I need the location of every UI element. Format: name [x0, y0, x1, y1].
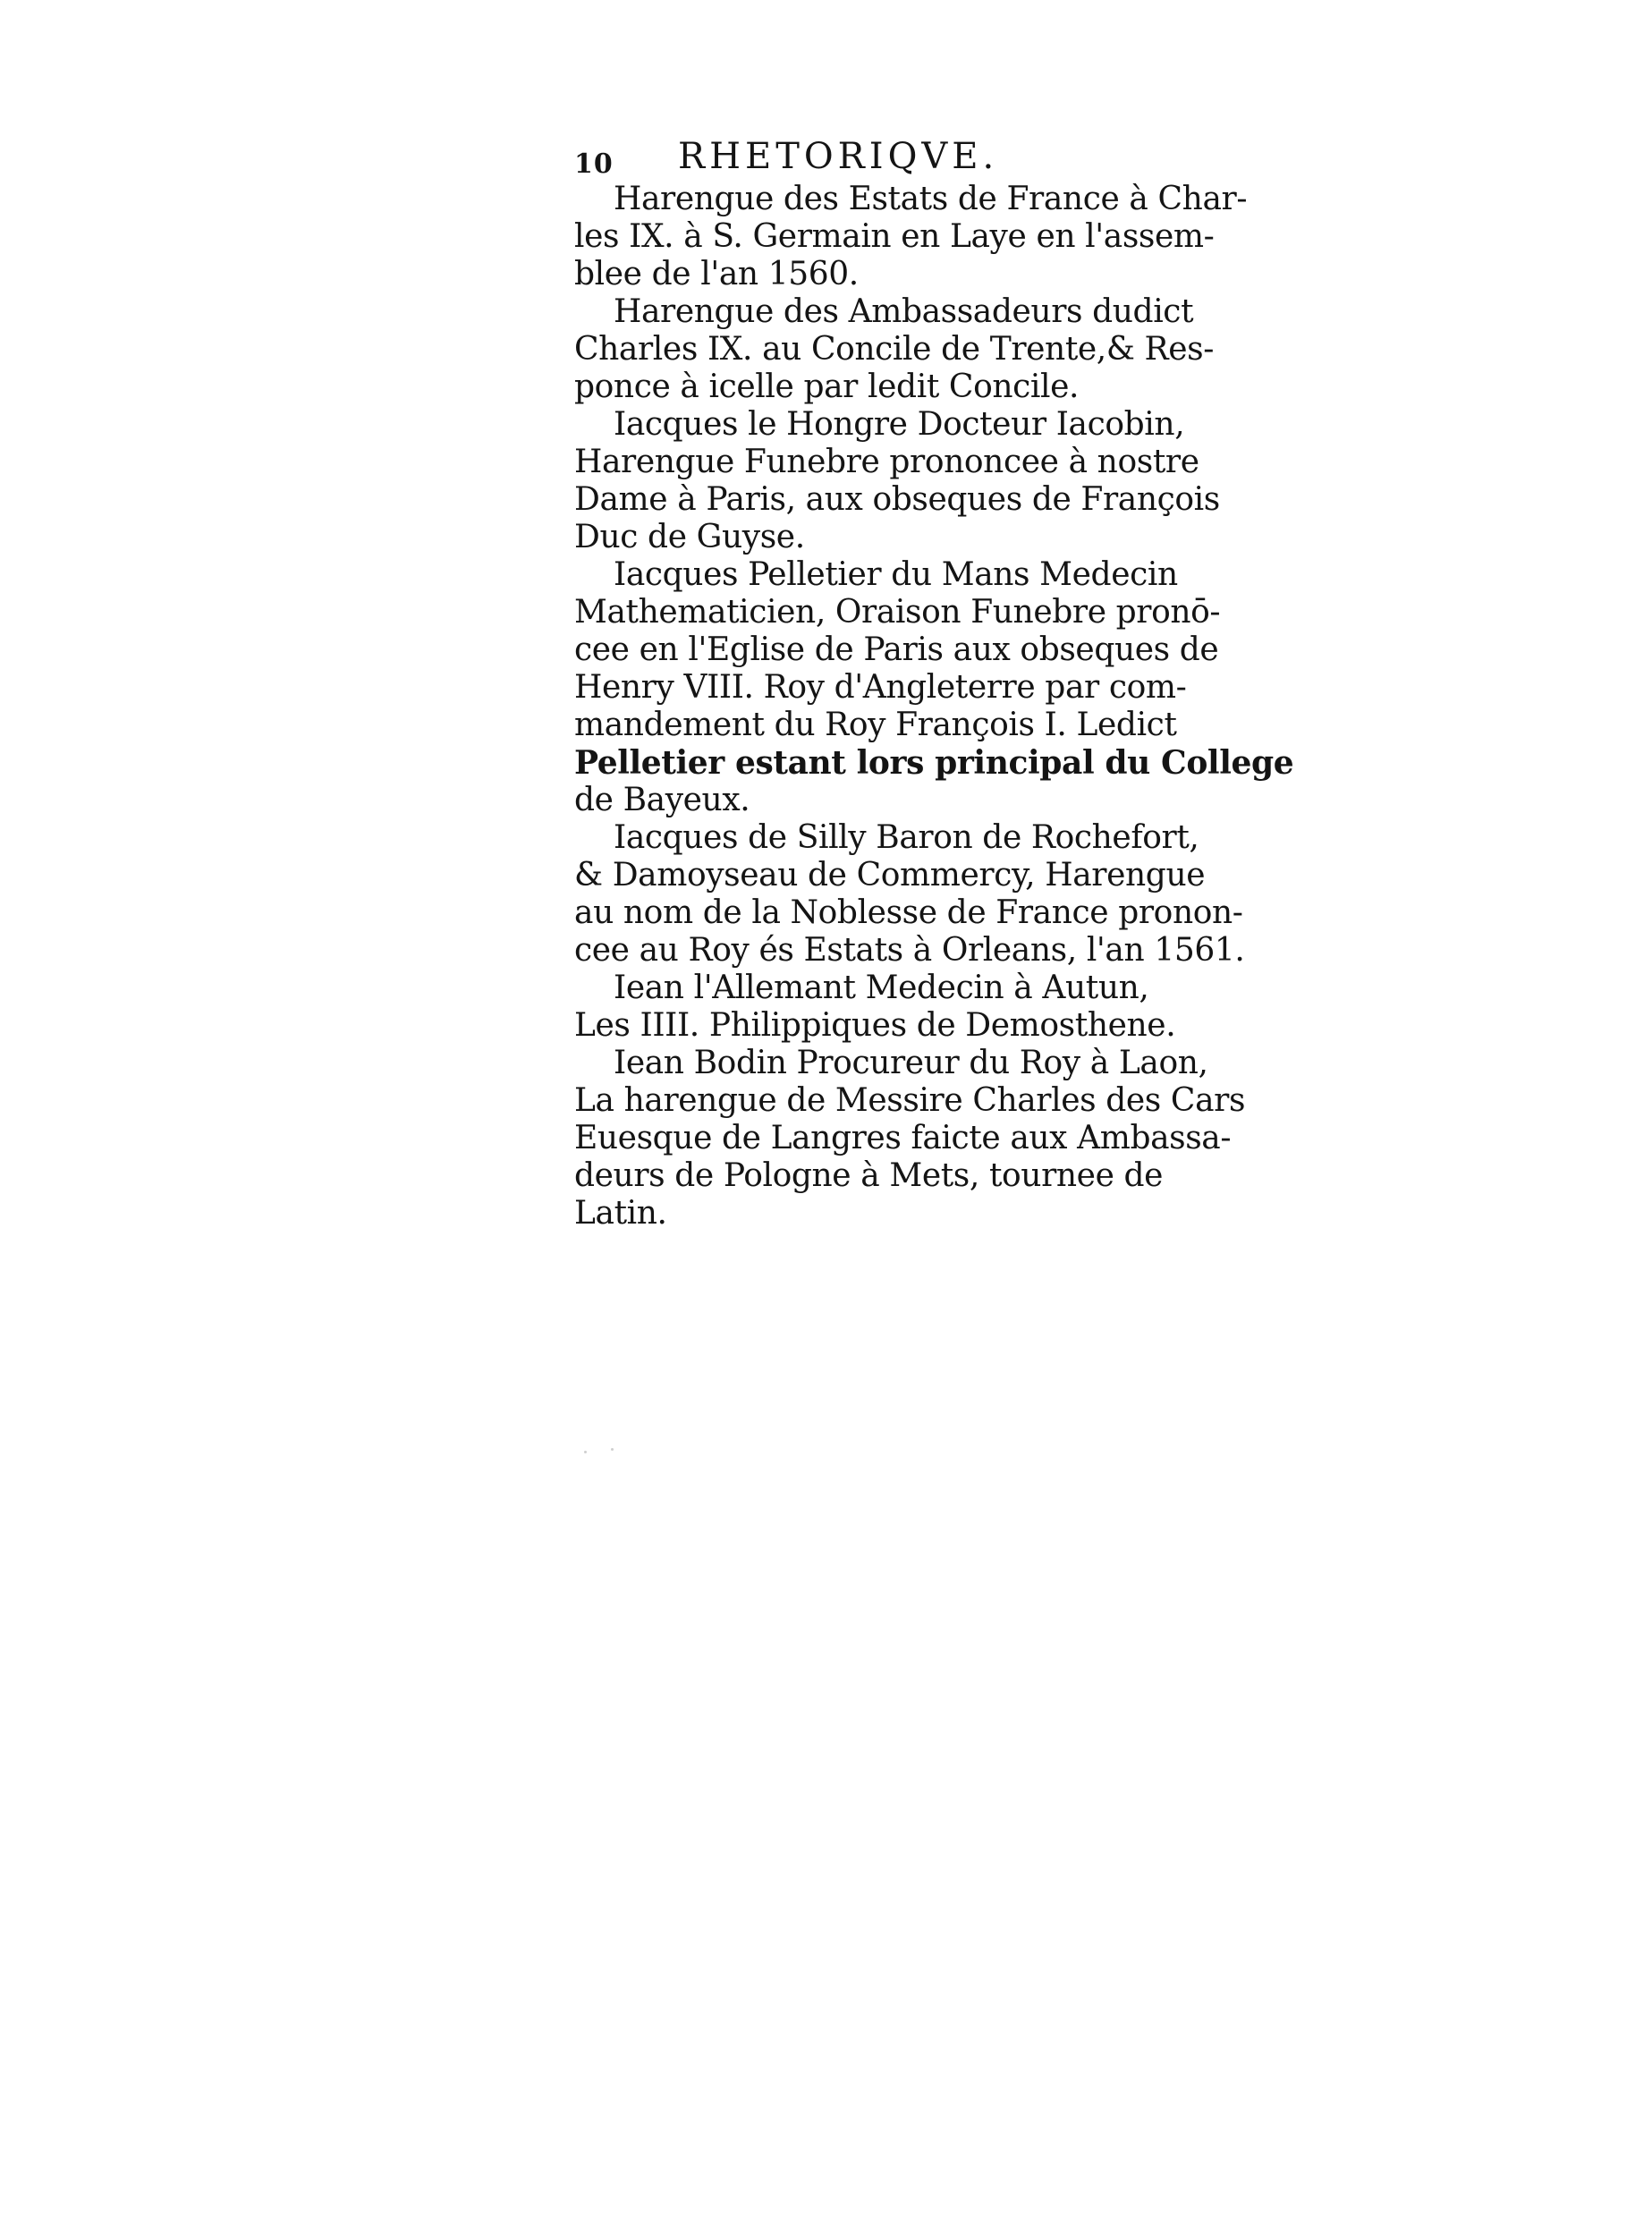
text-line: Mathematicien, Oraison Funebre pronō-	[574, 594, 1221, 631]
text-line: ponce à icelle par ledit Concile.	[574, 368, 1080, 405]
text-line: & Damoyseau de Commercy, Harengue	[574, 857, 1206, 894]
text-line: mandement du Roy François I. Ledict	[574, 707, 1177, 743]
text-line: les IX. à S. Germain en Laye en l'assem-	[574, 218, 1215, 255]
text-line: Iean Bodin Procureur du Roy à Laon,	[614, 1045, 1208, 1081]
text-line: de Bayeux.	[574, 782, 750, 818]
text-line: Latin.	[574, 1195, 667, 1232]
text-line: Iacques Pelletier du Mans Medecin	[614, 556, 1178, 593]
paper-speck	[584, 1451, 587, 1453]
text-line: Harengue Funebre prononcee à nostre	[574, 444, 1199, 480]
text-line: Charles IX. au Concile de Trente,& Res-	[574, 331, 1214, 368]
page-number: 10	[574, 148, 614, 180]
page-header	[574, 134, 1129, 181]
text-line: Euesque de Langres faicte aux Ambassa-	[574, 1120, 1232, 1156]
text-line: Iean l'Allemant Medecin à Autun,	[614, 970, 1149, 1006]
text-line: au nom de la Noblesse de France pronon-	[574, 894, 1243, 931]
text-line: blee de l'an 1560.	[574, 256, 859, 292]
paper-speck	[611, 1448, 614, 1451]
text-line: Harengue des Estats de France à Char-	[614, 181, 1248, 217]
text-line: deurs de Pologne à Mets, tournee de	[574, 1157, 1164, 1194]
text-line: Les IIII. Philippiques de Demosthene.	[574, 1007, 1176, 1044]
text-line: cee en l'Eglise de Paris aux obseques de	[574, 631, 1219, 668]
text-block	[574, 134, 1294, 1232]
running-head: RHETORIQVE.	[678, 136, 999, 177]
text-line: Pelletier estant lors principal du College	[574, 744, 1294, 782]
text-line: Henry VIII. Roy d'Angleterre par com-	[574, 669, 1187, 706]
text-line: La harengue de Messire Charles des Cars	[574, 1082, 1246, 1119]
text-line: Harengue des Ambassadeurs dudict	[614, 293, 1194, 330]
text-line: Iacques le Hongre Docteur Iacobin,	[614, 406, 1185, 443]
text-line: Duc de Guyse.	[574, 519, 805, 555]
text-line: cee au Roy és Estats à Orleans, l'an 1561.	[574, 932, 1245, 969]
text-line: Iacques de Silly Baron de Rochefort,	[614, 819, 1199, 856]
text-line: Dame à Paris, aux obseques de François	[574, 481, 1220, 518]
